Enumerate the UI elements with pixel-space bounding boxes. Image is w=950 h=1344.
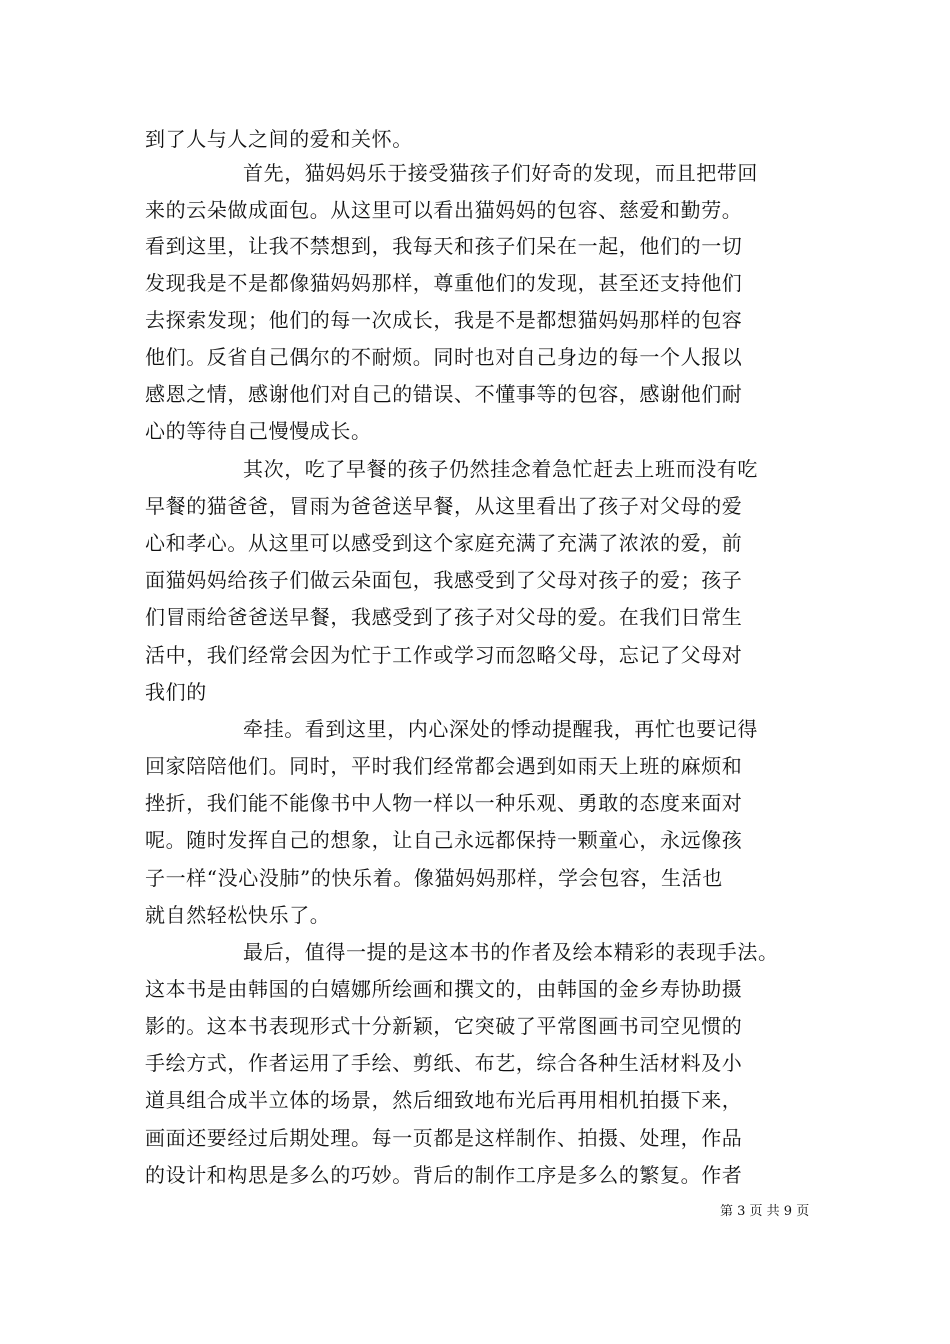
paragraph-line: 手绘方式，作者运用了手绘、剪纸、布艺，综合各种生活材料及小 [145,1051,743,1075]
paragraph-line: 挫折，我们能不能像书中人物一样以一种乐观、勇敢的态度来面对 [145,791,743,815]
paragraph-line: 道具组合成半立体的场景，然后细致地布光后再用相机拍摄下来， [145,1088,743,1112]
paragraph-line: 最后，值得一提的是这本书的作者及绘本精彩的表现手法。 [243,940,779,964]
paragraph-line: 就自然轻松快乐了。 [145,903,331,927]
paragraph-line: 早餐的猫爸爸，冒雨为爸爸送早餐，从这里看出了孩子对父母的爱 [145,494,743,518]
paragraph-line: 回家陪陪他们。同时，平时我们经常都会遇到如雨天上班的麻烦和 [145,754,743,778]
paragraph-line: 这本书是由韩国的白嬉娜所绘画和撰文的，由韩国的金乡寿协助摄 [145,977,743,1001]
paragraph-line: 发现我是不是都像猫妈妈那样，尊重他们的发现，甚至还支持他们 [145,271,743,295]
paragraph-line: 看到这里，让我不禁想到，我每天和孩子们呆在一起，他们的一切 [145,234,743,258]
paragraph-line: 心和孝心。从这里可以感受到这个家庭充满了充满了浓浓的爱，前 [145,531,743,555]
paragraph-line: 到了人与人之间的爱和关怀。 [145,127,413,151]
paragraph-line: 们冒雨给爸爸送早餐，我感受到了孩子对父母的爱。在我们日常生 [145,605,743,629]
paragraph-line: 牵挂。看到这里，内心深处的悸动提醒我，再忙也要记得 [243,717,758,741]
paragraph-line: 来的云朵做成面包。从这里可以看出猫妈妈的包容、慈爱和勤劳。 [145,198,743,222]
paragraph-line: 感恩之情，感谢他们对自己的错误、不懂事等的包容，感谢他们耐 [145,382,743,406]
paragraph-line: 子一样“没心没肺”的快乐着。像猫妈妈那样，学会包容，生活也 [145,866,723,890]
paragraph-line: 面猫妈妈给孩子们做云朵面包，我感受到了父母对孩子的爱；孩子 [145,568,743,592]
paragraph-line: 的设计和构思是多么的巧妙。背后的制作工序是多么的繁复。作者 [145,1163,743,1187]
page-number: 第 3 页 共 9 页 [720,1204,810,1219]
paragraph-line: 影的。这本书表现形式十分新颖，它突破了平常图画书司空见惯的 [145,1014,743,1038]
paragraph-line: 我们的 [145,680,207,704]
paragraph-line: 心的等待自己慢慢成长。 [145,419,372,443]
paragraph-line: 活中，我们经常会因为忙于工作或学习而忽略父母，忘记了父母对 [145,643,743,667]
paragraph-line: 他们。反省自己偶尔的不耐烦。同时也对自己身边的每一个人报以 [145,345,743,369]
paragraph-line: 去探索发现；他们的每一次成长，我是不是都想猫妈妈那样的包容 [145,308,743,332]
paragraph-line: 其次，吃了早餐的孩子仍然挂念着急忙赶去上班而没有吃 [243,457,758,481]
paragraph-line: 画面还要经过后期处理。每一页都是这样制作、拍摄、处理，作品 [145,1126,743,1150]
paragraph-line: 首先，猫妈妈乐于接受猫孩子们好奇的发现，而且把带回 [243,161,758,185]
paragraph-line: 呢。随时发挥自己的想象，让自己永远都保持一颗童心，永远像孩 [145,828,743,852]
